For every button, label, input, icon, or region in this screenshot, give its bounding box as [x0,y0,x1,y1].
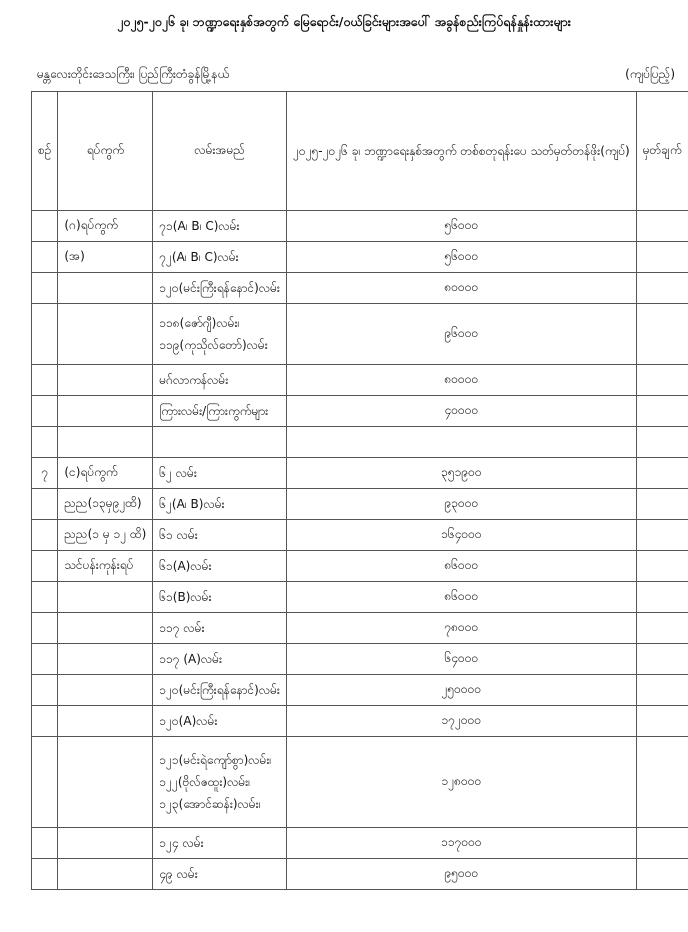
row-number [32,582,58,613]
row-number [32,737,58,828]
value-per-sqft: ၈၆၀၀၀ [286,551,636,582]
remark-cell [636,520,688,551]
header-road: လမ်းအမည် [153,92,287,211]
document-title: ၂၀၂၅-၂၀၂၆ ခု၊ ဘဏ္ဍာရေးနှစ်အတွက် မြေရောင်း/ဝယ်ခြင်းများအပေါ် အခွန်စည်းကြပ်ရန်နှုန်းထားများ [117,14,571,29]
value-per-sqft: ၈၀၀၀၀ [286,273,636,304]
road-names [153,613,287,644]
table-row [32,458,688,489]
road-names [153,706,287,737]
remark-cell [636,489,688,520]
value-per-sqft: ၉၃၀၀၀ [286,489,636,520]
value-per-sqft: ၆၄၀၀၀ [286,644,636,675]
road-names [153,644,287,675]
quarter-name: (င)ရပ်ကွက် [58,458,153,489]
value-per-sqft: ၅၆၀၀၀ [286,242,636,273]
table-row [32,737,688,828]
row-number [32,489,58,520]
road-name-line: ၇၁(A၊ B၊ C)လမ်း [159,219,240,233]
table-row [32,859,688,890]
remark-cell [636,242,688,273]
header-no: စဉ် [32,92,58,211]
row-number [32,859,58,890]
road-name-line: ၁၂၂(ဗိုလ်ဇထူး)လမ်း၊ [159,775,251,789]
quarter-name [58,675,153,706]
remark-cell [636,828,688,859]
remark-cell [636,675,688,706]
remark-cell [636,458,688,489]
road-name-line: ၁၁၇ (A)လမ်း [159,652,223,666]
table-row [32,211,688,242]
road-name-line: မဂ်လာကန်လမ်း [159,373,229,387]
table-row [32,582,688,613]
table-row [32,489,688,520]
quarter-name [58,737,153,828]
row-number [32,520,58,551]
row-number [32,273,58,304]
road-names [153,365,287,396]
remark-cell [636,365,688,396]
road-names [153,551,287,582]
table-row [32,273,688,304]
value-per-sqft: ၅၆၀၀၀ [286,211,636,242]
quarter-name [58,859,153,890]
row-number [32,828,58,859]
remark-cell [636,859,688,890]
row-number [32,551,58,582]
value-per-sqft: ၁၁၇၀၀၀ [286,828,636,859]
table-row [32,828,688,859]
row-number [32,613,58,644]
value-per-sqft: ၁၂၈၀၀၀ [286,737,636,828]
road-names [153,304,287,365]
road-names [153,273,287,304]
road-name-line: ၁၂၁(မင်းရဲကျော်စွာ)လမ်း၊ [159,753,272,767]
road-name-line: ၁၁၉(ကုသိုလ်တော်)လမ်း [159,338,268,352]
row-number [32,211,58,242]
remark-cell [636,737,688,828]
road-names [153,458,287,489]
row-number [32,706,58,737]
table-row [32,304,688,365]
value-per-sqft: ၁၇၂၀၀၀ [286,706,636,737]
header-value: ၂၀၂၅-၂၀၂၆ ခု၊ ဘဏ္ဍာရေးနှစ်အတွက် တစ်စတုရန်းပေ သတ်မှတ်တန်ဖိုး(ကျပ်) [286,92,636,211]
road-name-line: ၄၉ လမ်း [159,867,198,881]
table-row [32,365,688,396]
remark-cell [636,644,688,675]
remark-cell [636,613,688,644]
road-names [153,520,287,551]
tax-rate-table [31,91,688,890]
road-names [153,582,287,613]
remark-cell [636,551,688,582]
row-number [32,644,58,675]
value-per-sqft: ၈၆၀၀၀ [286,582,636,613]
header-quarter: ရပ်ကွက် [58,92,153,211]
road-names [153,859,287,890]
remark-cell [636,582,688,613]
road-names [153,737,287,828]
value-per-sqft: ၂၅၀၀၀၀ [286,675,636,706]
row-number [32,396,58,427]
row-number [32,365,58,396]
remark-cell [636,273,688,304]
road-name-line: ၆၁ လမ်း [159,528,198,542]
quarter-name [58,582,153,613]
road-names [153,242,287,273]
quarter-name: ညည(၁ မှ ၁၂ ထိ) [58,520,153,551]
value-per-sqft: ၃၅၁၉၀၀ [286,458,636,489]
road-name-line: ၁၂၀(A)လမ်း [159,714,218,728]
remark-cell [636,427,688,458]
remark-cell [636,396,688,427]
value-per-sqft: ၇၈၀၀၀ [286,613,636,644]
quarter-name [58,828,153,859]
quarter-name: ညည(၁၃မှ၉၂ထိ) [58,489,153,520]
quarter-name [58,427,153,458]
value-per-sqft: ၈၀၀၀၀ [286,365,636,396]
row-number [32,242,58,273]
row-number [32,675,58,706]
road-name-line: ၇၂(A၊ B၊ C)လမ်း [159,250,239,264]
road-name-line: ၁၁၈(ဇော်ဂျီ)လမ်း၊ [159,316,240,330]
road-names [153,675,287,706]
road-names [153,396,287,427]
subheader [37,66,675,82]
quarter-name [58,613,153,644]
table-row [32,396,688,427]
remark-cell [636,211,688,242]
table-row [32,613,688,644]
table-row [32,427,688,458]
quarter-name: သင်ပန်းကုန်းရပ် [58,551,153,582]
table-row [32,675,688,706]
road-names [153,828,287,859]
road-names [153,211,287,242]
value-per-sqft: ၁၆၄၀၀၀ [286,520,636,551]
road-name-line: ၁၂၃(အောင်ဆန်း)လမ်း၊ [159,797,261,811]
road-name-line: ၆၂(A၊ B)လမ်း [159,497,225,511]
road-name-line: ၆၁(B)လမ်း [159,590,212,604]
quarter-name: (ဂ)ရပ်ကွက် [58,211,153,242]
value-per-sqft [286,427,636,458]
road-names [153,489,287,520]
header-remark: မှတ်ချက် [636,92,688,211]
value-per-sqft: ၉၆၀၀၀ [286,304,636,365]
road-name-line: ၁၂၀(မင်းကြီးရန်နောင်)လမ်း [159,683,280,697]
table-row [32,242,688,273]
quarter-name [58,304,153,365]
road-name-line: ၆၂ လမ်း [159,466,197,480]
table-row [32,644,688,675]
table-header-row [32,92,688,211]
table-row [32,706,688,737]
quarter-name [58,273,153,304]
quarter-name: (အ) [58,242,153,273]
road-name-line: ၁၁၇ လမ်း [159,621,205,635]
quarter-name [58,706,153,737]
remark-cell [636,304,688,365]
remark-cell [636,706,688,737]
table-row [32,520,688,551]
table-row [32,551,688,582]
quarter-name [58,396,153,427]
row-number [32,427,58,458]
road-names [153,427,287,458]
road-name-line: ၁၂၀(မင်းကြီးရန်နောင်)လမ်း [159,281,280,295]
quarter-name [58,644,153,675]
road-name-line: ၁၂၄ လမ်း [159,836,204,850]
unit-note: (ကျပ်ပြည့်) [625,67,675,81]
road-name-line: ၆၁(A)လမ်း [159,559,212,573]
row-number: ၇ [32,458,58,489]
quarter-name [58,365,153,396]
road-name-line: ကြားလမ်း/ကြားကွက်များ [159,404,269,418]
region-township-label: မန္တလေးတိုင်းဒေသကြီး၊ ပြည်ကြီးတံခွန်မြို့နယ် [37,67,230,81]
value-per-sqft: ၄၀၀၀၀ [286,396,636,427]
value-per-sqft: ၉၅၀၀၀ [286,859,636,890]
row-number [32,304,58,365]
